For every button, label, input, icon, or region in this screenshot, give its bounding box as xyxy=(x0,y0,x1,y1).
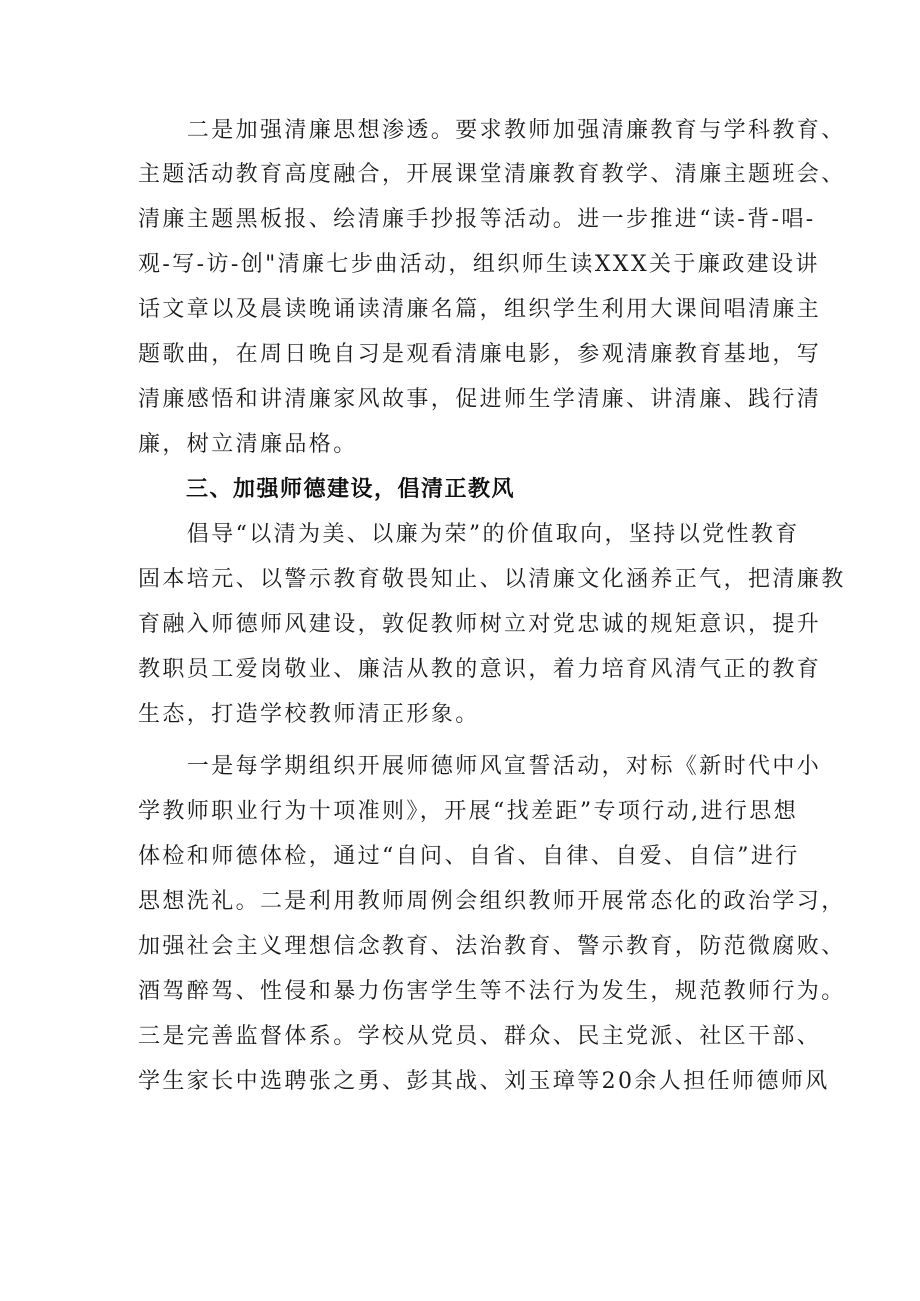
paragraph-line: 一是每学期组织开展师德师风宣誓活动，对标《新时代中小 xyxy=(138,754,822,779)
paragraph-line: 清廉感悟和讲清廉家风故事，促进师生学清廉、讲清廉、践行清 xyxy=(138,387,822,412)
paragraph-line: 生态，打造学校教师清正形象。 xyxy=(138,702,480,727)
paragraph-line: 廉，树立清廉品格。 xyxy=(138,432,358,457)
paragraph-line: 教职员工爱岗敬业、廉洁从教的意识，着力培育风清气正的教育 xyxy=(138,657,822,682)
paragraph-line: 观-写-访-创"清廉七步曲活动，组织师生读XXX关于廉政建设讲 xyxy=(138,252,820,277)
paragraph-line: 体检和师德体检，通过“自问、自省、自律、自爱、自信”进行 xyxy=(138,844,800,869)
paragraph-line: 思想洗礼。二是利用教师周例会组织教师开展常态化的政治学习， xyxy=(138,889,846,914)
paragraph-line: 三是完善监督体系。学校从党员、群众、民主党派、社区干部、 xyxy=(138,1024,822,1049)
paragraph-line: 固本培元、以警示教育敬畏知止、以清廉文化涵养正气，把清廉教 xyxy=(138,567,846,592)
paragraph-line: 题歌曲，在周日晚自习是观看清廉电影，参观清廉教育基地，写 xyxy=(138,342,822,367)
paragraph-line: 清廉主题黑板报、绘清廉手抄报等活动。进一步推进“读-背-唱- xyxy=(138,207,816,232)
paragraph-line: 加强社会主义理想信念教育、法治教育、警示教育，防范微腐败、 xyxy=(138,934,846,959)
paragraph-line: 学教师职业行为十项准则》，开展“找差距”专项行动,进行思想 xyxy=(138,799,799,824)
paragraph-line: 二是加强清廉思想渗透。要求教师加强清廉教育与学科教育、 xyxy=(138,118,846,143)
paragraph-line: 酒驾醉驾、性侵和暴力伤害学生等不法行为发生，规范教师行为。 xyxy=(138,979,846,1004)
paragraph-line: 话文章以及晨读晚诵读清廉名篇，组织学生利用大课间唱清廉主 xyxy=(138,297,822,322)
paragraph-line: 主题活动教育高度融合，开展课堂清廉教育教学、清廉主题班会、 xyxy=(138,162,846,187)
paragraph-line: 学生家长中选聘张之勇、彭其战、刘玉璋等20余人担任师德师风 xyxy=(138,1069,830,1094)
paragraph-line: 倡导“以清为美、以廉为荣”的价值取向，坚持以党性教育 xyxy=(138,522,800,547)
section-heading: 三、加强师德建设，倡清正教风 xyxy=(186,477,516,502)
paragraph-line: 育融入师德师风建设，敦促教师树立对党忠诚的规矩意识，提升 xyxy=(138,612,822,637)
